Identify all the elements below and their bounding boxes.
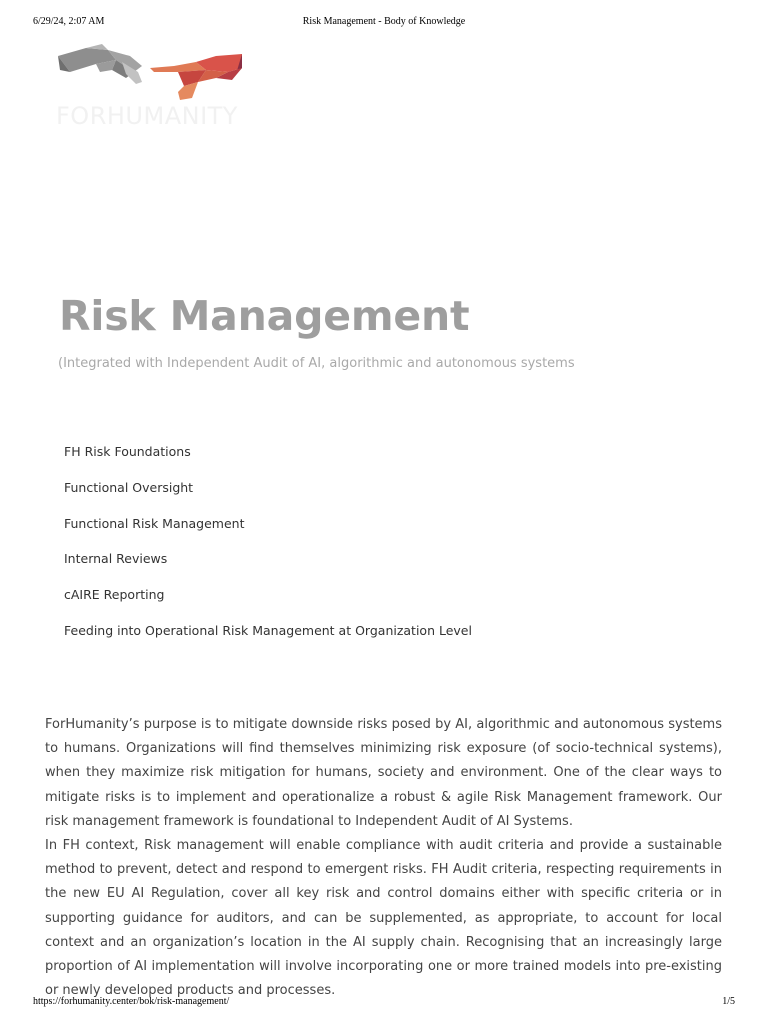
toc-item (64, 480, 472, 516)
toc-link-caire-reporting[interactable]: cAIRE Reporting (64, 587, 165, 603)
toc-link-operational-risk[interactable]: Feeding into Operational Risk Management at Organization Level (64, 622, 472, 638)
toc-item (64, 516, 472, 552)
body-text (45, 713, 722, 1003)
print-footer (0, 996, 768, 1010)
toc-item (64, 551, 472, 587)
table-of-contents (64, 444, 472, 659)
print-page-number: 1/5 (722, 996, 735, 1007)
toc-link-functional-risk-management[interactable]: Functional Risk Management (64, 515, 245, 531)
toc-item (64, 444, 472, 480)
toc-link-internal-reviews[interactable]: Internal Reviews (64, 551, 168, 567)
toc-item (64, 623, 472, 659)
toc-link-functional-oversight[interactable]: Functional Oversight (64, 479, 194, 495)
print-header (0, 16, 768, 30)
print-doc-title: Risk Management - Body of Knowledge (302, 16, 466, 27)
hands-reaching-icon (56, 42, 246, 104)
forhumanity-logo[interactable] (56, 42, 246, 132)
page-subtitle: (Integrated with Independent Audit of AI, algorithmic and autonomous systems (58, 356, 575, 371)
toc-item (64, 587, 472, 623)
logo-wordmark: FORHUMANITY (56, 102, 238, 130)
page-title: Risk Management (59, 292, 470, 340)
body-paragraph-1: ForHumanity’s purpose is to mitigate downside risks posed by AI, algorithmic and autonomous systems to humans. Organizations will find themselves minimizing risk exposure (of socio-technical systems), when they maximize risk mitigation for humans, society and environment. One of the clear ways to mitigate risks is to implement and operationalize a robust & agile Risk Management framework. Our risk management framework is foundational to Independent Audit of AI Systems. (45, 717, 722, 829)
toc-link-fh-risk-foundations[interactable]: FH Risk Foundations (64, 444, 191, 459)
print-datetime: 6/29/24, 2:07 AM (33, 16, 105, 27)
print-url: https://forhumanity.center/bok/risk-management/ (33, 996, 230, 1007)
body-paragraph-2: In FH context, Risk management will enable compliance with audit criteria and provide a sustainable method to prevent, detect and respond to emergent risks. FH Audit criteria, respecting requirements in the new EU AI Regulation, cover all key risk and control domains either with specific criteria or in supporting guidance for auditors, and can be supplemented, as appropriate, to account for local context and an organization’s location in the AI supply chain. Recognising that an increasingly large proportion of AI implementation will involve incorporating one or more trained models into pre-existing or newly developed products and processes. (45, 838, 722, 999)
